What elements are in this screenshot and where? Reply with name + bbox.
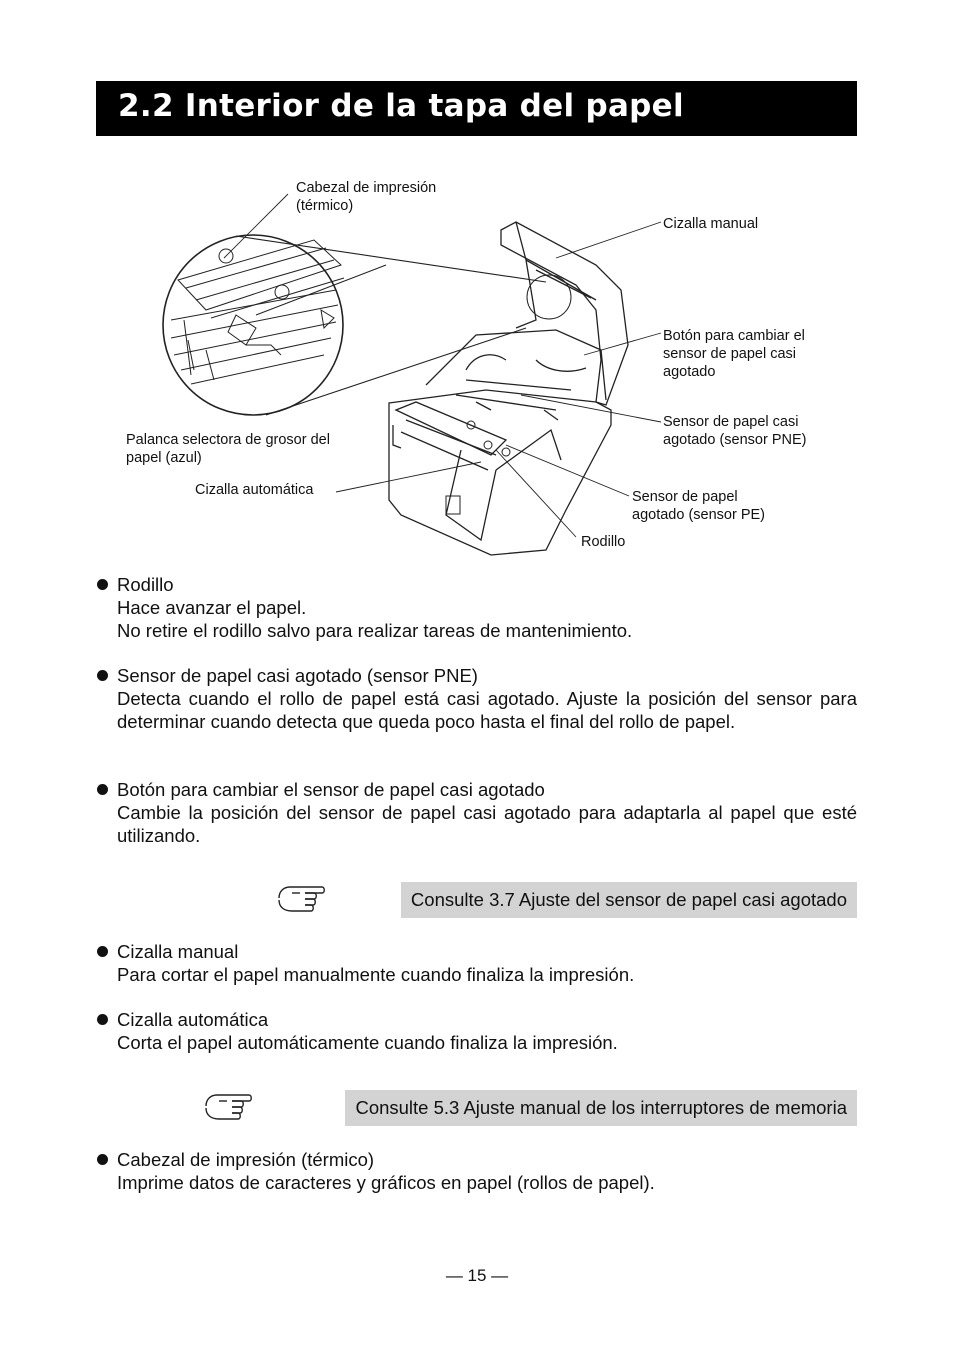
bullet-icon <box>97 946 108 957</box>
item-pne-sensor <box>96 664 857 733</box>
reference-note <box>270 882 857 918</box>
section-title: 2.2 Interior de la tapa del papel <box>118 88 684 124</box>
item-title: Sensor de papel casi agotado (sensor PNE) <box>117 665 478 686</box>
item-title: Cizalla automática <box>117 1009 269 1030</box>
label-manual-cutter: Cizalla manual <box>663 216 759 232</box>
item-print-head <box>96 1148 857 1194</box>
bullet-icon <box>97 1014 108 1025</box>
item-text: Detecta cuando el rollo de papel está casi agotado. Ajuste la posición del sensor para determinar cuando detecta que queda poco hasta el final del rollo de papel. <box>117 688 857 732</box>
label-thickness-lever: Palanca selectora de grosor del papel (azul) <box>126 432 330 466</box>
printer-body <box>389 222 628 555</box>
item-auto-cutter <box>96 1008 857 1054</box>
section-title-bar <box>96 81 857 136</box>
item-text: Imprime datos de caracteres y gráficos en papel (rollos de papel). <box>117 1172 655 1193</box>
bullet-icon <box>97 1154 108 1165</box>
pointing-hand-icon <box>276 882 326 918</box>
bullet-icon <box>97 784 108 795</box>
printer-interior-figure <box>96 170 857 565</box>
item-manual-cutter <box>96 940 857 986</box>
bullet-icon <box>97 670 108 681</box>
item-near-end-button <box>96 778 857 847</box>
item-text: Para cortar el papel manualmente cuando finaliza la impresión. <box>117 964 635 985</box>
pointing-hand-icon <box>203 1090 253 1126</box>
label-print-head: Cabezal de impresión (térmico) <box>296 180 437 214</box>
label-platen: Rodillo <box>581 534 626 550</box>
page-number: — 15 — <box>445 1266 509 1285</box>
label-auto-cutter: Cizalla automática <box>195 482 314 498</box>
print-head-detail-magnifier <box>163 235 386 415</box>
item-text: Hace avanzar el papel. <box>117 597 307 618</box>
label-near-end-button: Botón para cambiar el sensor de papel casi agotado <box>663 328 805 380</box>
bullet-icon <box>97 579 108 590</box>
label-pe-sensor: Sensor de papel agotado (sensor PE) <box>632 489 765 523</box>
item-title: Cizalla manual <box>117 941 239 962</box>
item-text: No retire el rodillo salvo para realizar tareas de mantenimiento. <box>117 620 633 641</box>
reference-note <box>197 1090 857 1126</box>
item-title: Botón para cambiar el sensor de papel casi agotado <box>117 779 545 800</box>
item-title: Cabezal de impresión (térmico) <box>117 1149 375 1170</box>
item-text: Cambie la posición del sensor de papel casi agotado para adaptarla al papel que esté utilizando. <box>117 802 857 846</box>
item-title: Rodillo <box>117 574 174 595</box>
label-pne-sensor: Sensor de papel casi agotado (sensor PNE) <box>663 414 807 448</box>
reference-text: Consulte 3.7 Ajuste del sensor de papel casi agotado <box>401 882 857 918</box>
item-text: Corta el papel automáticamente cuando finaliza la impresión. <box>117 1032 618 1053</box>
item-platen <box>96 573 857 642</box>
reference-text: Consulte 5.3 Ajuste manual de los interruptores de memoria <box>345 1090 857 1126</box>
